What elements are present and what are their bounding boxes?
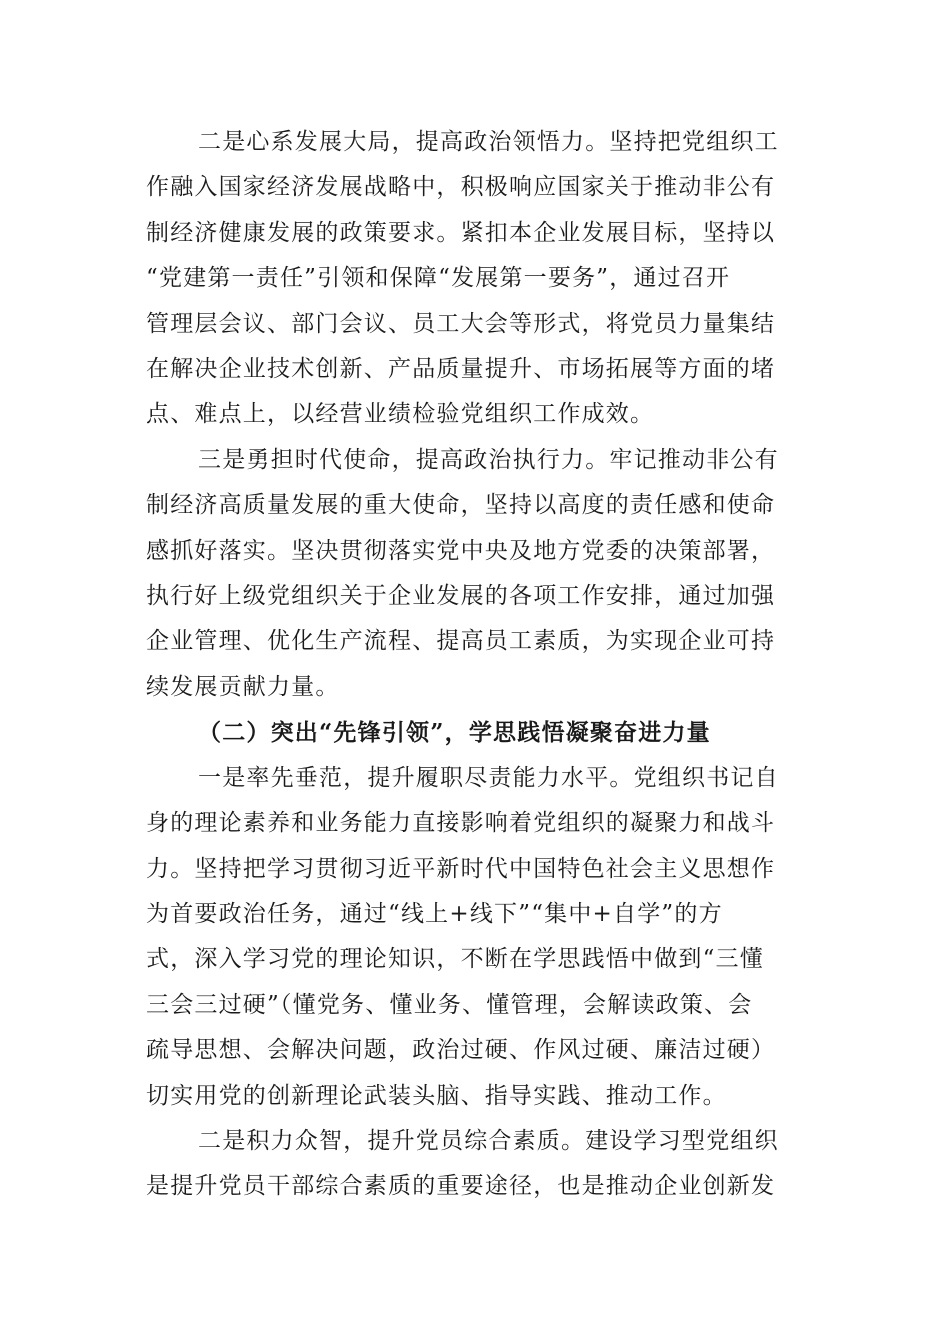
paragraph-collective-wisdom: 二是积力众智，提升党员综合素质。建设学习型党组织 是提升党员干部综合素质的重要途径，也是推动企业创新发 xyxy=(146,1127,779,1200)
paragraph-mission-execution: 三是勇担时代使命，提高政治执行力。牢记推动非公有 制经济高质量发展的重大使命，坚持以高度的责任感和使命 感抓好落实。坚决贯彻落实党中央及地方党委的决策部署， 执行好上级党组织关于企业发展的各项工作安排，通过加强 企业管理、优化生产流程、提高员工素质，为实现企业可持 续发展贡献力量。 xyxy=(146,446,779,700)
paragraph-development-overall: 二是心系发展大局，提高政治领悟力。坚持把党组织工 作融入国家经济发展战略中，积极响应国家关于推动非公有 制经济健康发展的政策要求。紧扣本企业发展目标，坚持以 “党建第一责任”引领和保障“发展第一要务”，通过召开 管理层会议、部门会议、员工大会等形式，将党员力量集结 在解决企业技术创新、产品质量提升、市场拓展等方面的堵 点、难点上，以经营业绩检验党组织工作成效。 xyxy=(146,129,779,428)
section-heading-pioneer-leading: （二）突出“先锋引领”，学思践悟凝聚奋进力量 xyxy=(198,719,711,747)
document-body xyxy=(146,120,808,1210)
paragraph-lead-by-example: 一是率先垂范，提升履职尽责能力水平。党组织书记自 身的理论素养和业务能力直接影响着党组织的凝聚力和战斗 力。坚持把学习贯彻习近平新时代中国特色社会主义思想作 为首要政治任务，通过“线上+线下”“集中+自学”的方 式，深入学习党的理论知识，不断在学思践悟中做到“三懂 三会三过硬”（懂党务、懂业务、懂管理，会解读政策、会 疏导思想、会解决问题，政治过硬、作风过硬、廉洁过硬） 切实用党的创新理论武装头脑、指导实践、推动工作。 xyxy=(146,764,779,1109)
